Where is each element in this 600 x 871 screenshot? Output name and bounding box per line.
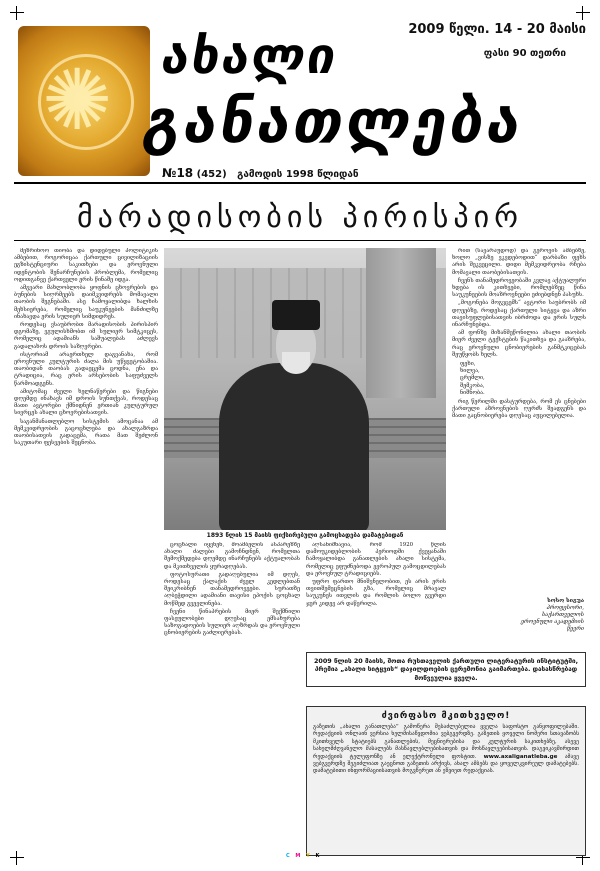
main-headline: მარადისობის პირისპირ bbox=[76, 200, 524, 235]
issue-info bbox=[162, 166, 359, 180]
paragraph: აღსანიშნავია, რომ 1920 წლის დამოუკიდებლობის პერიოდში ქვეყანაში ჩამოყალიბდა განათლების ახალი სისტემა, რომელიც ეფუძნებოდა ევროპულ გამოცდილებას და ეროვნულ ტრადიციებს. bbox=[306, 542, 446, 577]
cmyk-k: K bbox=[315, 853, 322, 859]
sun-icon: ✺ bbox=[42, 51, 113, 149]
masthead bbox=[14, 16, 586, 184]
photo-tower bbox=[366, 248, 436, 398]
masthead-title-line1: ახალი bbox=[156, 27, 343, 85]
emblem-icon bbox=[18, 26, 150, 176]
issue-date: 2009 წელი. 14 - 20 მაისი bbox=[408, 22, 586, 37]
photo-man-body bbox=[219, 363, 369, 530]
paragraph: ცოცხალი იყვნენ, მოამბელის ასპარეზზე ახალი ძალები გამოჩნდნენ, რომელთა შემოქმედება დღემდე ინარჩუნებს აქტუალობას და მკითხველის ყურადღებას. bbox=[164, 542, 300, 570]
issue-total: (452) bbox=[196, 169, 227, 180]
list-item: შემკობა, bbox=[460, 382, 485, 389]
author-role: პროფესორი, bbox=[546, 605, 584, 611]
cmyk-c: C bbox=[286, 853, 292, 859]
paragraph: უფრო ფართო მნიშვნელობით, ეს არის ერის თვითშემეცნების გზა, რომელიც მრავალ საუკუნეს ითვლის და რომლის ბოლო გვერდი ჯერ კიდევ არ დაწერილა. bbox=[306, 579, 446, 607]
cmyk-color-bar bbox=[286, 853, 321, 859]
list-item: ცრემლი, bbox=[460, 375, 485, 382]
paragraph: ისტორიამ არაერთხელ დაგვანახა, რომ ეროვნული კულტურის ძალა მის უწყვეტობაშია. თაობიდან თაობას გადაეცემა ცოდნა, ენა და ტრადიცია, რაც ერის არსებობის საფუძველს წარმოადგენს. bbox=[14, 351, 158, 387]
article-column-middle-left bbox=[164, 542, 300, 856]
newspaper-page bbox=[14, 16, 586, 856]
paragraph: „მოგონება მოგვცემს“ ავტორი საუბრობს იმ დღეებზე, როდესაც ქართული სიტყვა და აზრი თავისუფლებისათვის იბრძოდა და ერის სულს ინარჩუნებდა. bbox=[452, 300, 586, 329]
photo-man-hat bbox=[272, 300, 320, 330]
article-column-middle-right bbox=[306, 542, 446, 648]
photo-man-beard bbox=[282, 352, 310, 374]
masthead-rule bbox=[14, 182, 586, 184]
photo-caption: 1893 წლის 15 მაისს ფიქსირებული გამოცხადება დამატებიდან bbox=[206, 532, 404, 539]
website-link[interactable]: www.axaliganatleba.ge bbox=[483, 753, 558, 760]
paragraph: ამგვარი მახლობლობა ყოფნის ცხოვრების და ბუნების სიღრმეებს დაიმკვიდრებს მომავალი თაობის შეგნებაში. ასე ჩამოყალიბდა ხალხის მეხსიერება, რომელიც საუკუნეების მანძილზე ინახავდა ერის სულიერ სიმდიდრეს. bbox=[14, 285, 158, 320]
paragraph: საგანმანათლებლო სისტემის ამოცანაა ამ მემკვიდრეობის გაცოცხლება და ახალგაზრდა თაობისათვის გადაცემა, რათა მათ შეძლონ საკუთარი ფესვების შეცნობა. bbox=[14, 418, 158, 447]
paragraph: მეზრინოო თიობა და დიდებული პოლიტიკის ამბებით, როგორიცაა ქართული ცივილიზაციის ეგზისტენციური საკითხები და ეროვნული იდენტობის შენარჩუნების პრობლემა, რომელიც ოდითგანვე ქართველი ერის წინაშე იდგა. bbox=[14, 248, 158, 283]
paragraph: ჩვენს თანამედროვეობაში კვლავ აქტუალური ხდება ის კითხვები, რომლებზეც წინა საუკუნეების მოაზროვნეები ეძიებდნენ პასუხს. bbox=[452, 277, 586, 299]
author-affiliation: საქართველოს ეროვნული აკადემიის წევრი bbox=[520, 612, 584, 632]
list-item: ფეხი, bbox=[460, 361, 476, 368]
paragraph: ჩვენი წინაპრების მიერ შექმნილი ფასეულობები დღესაც ემსახურება საზოგადოების სულიერ აღზრდას და ეროვნული ცნობიერების გაძლიერებას. bbox=[164, 608, 300, 637]
founded-line: გამოდის 1998 წლიდან bbox=[237, 169, 359, 180]
article-photo bbox=[164, 248, 446, 530]
paragraph: ამიტომაც ძველი ხელნაწერები და წიგნები დღემდე ინახავს იმ დროის სუნთქვას, როდესაც მათი ავტორები ქმნიდნენ ერთიან კულტურულ სივრცეს ახალი ცხოვრებისათვის. bbox=[14, 388, 158, 417]
cmyk-y: Y bbox=[306, 853, 312, 859]
issue-price: ფასი 90 თეთრი bbox=[483, 48, 566, 59]
paragraph: რიგ წერილში დასტურდება, რომ ეს ცნებები ქართული აზროვნების ღერძს შეადგენს და მათი გაცნობიერება დღესაც აუცილებელია. bbox=[452, 399, 586, 420]
ad-text bbox=[313, 724, 579, 776]
article-column-left bbox=[14, 248, 158, 856]
ad-body: გაზეთის „ახალი განათლება“ გამოწერა შესაძლებელია ყველა საფოსტო განყოფილებაში. რედაქციის ონლაინ ვერსია ხელმისაწვდომია ვებგვერდზე. გაზეთის ყოველი ნომერი სთავაზობს მკითხველს სტატიებს განათლების, მეცნიერებისა და კულტურის საკითხებზე, ასევე სახელმძღვანელო მასალებს მასწავლებლებისათვის და მოსწავლეებისათვის. დაგვიკავშირდით რედაქციის ტელეფონზე ან ელექტრონული ფოსტით. bbox=[313, 724, 579, 760]
issue-number: №18 bbox=[162, 166, 194, 180]
cmyk-m: M bbox=[295, 853, 303, 859]
award-notice: 2009 წლის 20 მაისს, შოთა რუსთაველის ქართული ლიტერატურის ინსტიტუტში, პრემია „ახალი სიტყვის“ დაჯილდოების ცერემონია გაიმართება. დასასწრებად მოწვეულია ყველა. bbox=[306, 652, 586, 687]
ad-body-2: ამავე ვებგვერდზე შეგიძლიათ გაეცნოთ გაზეთის არქივს, ახალ ამბებს და ყოველკვირეულ დამატებებს. დამატებითი ინფორმაციისათვის მოგვწერეთ ან ეწვიეთ რედაქციას. bbox=[313, 753, 579, 775]
list-item: ხილვა, bbox=[460, 368, 480, 375]
paragraph: ფოტოსურათი გადაღებულია იმ დღეს, როდესაც ქალაქის ძველ კედლებთან შეიკრიბნენ თანამედროვეები. სურათზე აღბეჭდილი ადამიანი თავისი ეპოქის ცოცხალ მოწმედ გვევლინება. bbox=[164, 571, 300, 607]
paragraph: როდესაც ვსაუბრობთ მარადისობის პირისპირ დგომაზე, ვგულისხმობთ იმ სულიერ სიმტკიცეს, რომელიც ადამიანს საშუალებას აძლევს გადალახოს დროის საზღვრები. bbox=[14, 322, 158, 350]
ad-title: ძვირფასო მკითხველო! bbox=[381, 711, 511, 721]
headline-rule bbox=[14, 240, 586, 241]
masthead-title-line2: განათლება bbox=[137, 87, 530, 157]
paragraph: ამ ფონზე მიზანშეწონილია ახალი თაობის მიერ ძველი ტექსტების წაკითხვა და გააზრება, რაც ეროვნული ცნობიერების განმტკიცებას შეუწყობს ხელს. bbox=[452, 330, 586, 358]
list-item: ნიშნობა. bbox=[460, 389, 485, 396]
article-column-right bbox=[452, 248, 586, 596]
paragraph: რით (სავარაუდოდ) და გეროვის ამბებზე, ხოლო „ვისზე ვკვდებოდით“ დარბაზი ფეხს არის შეკვეცილი. დიდი მემკვიდრეობა რჩება მომავალი თაობებისათვის. bbox=[452, 248, 586, 276]
author-signature bbox=[514, 598, 584, 633]
author-name: სოსო სიგუა bbox=[547, 598, 584, 604]
subscription-ad bbox=[306, 706, 586, 856]
word-list bbox=[460, 361, 586, 397]
